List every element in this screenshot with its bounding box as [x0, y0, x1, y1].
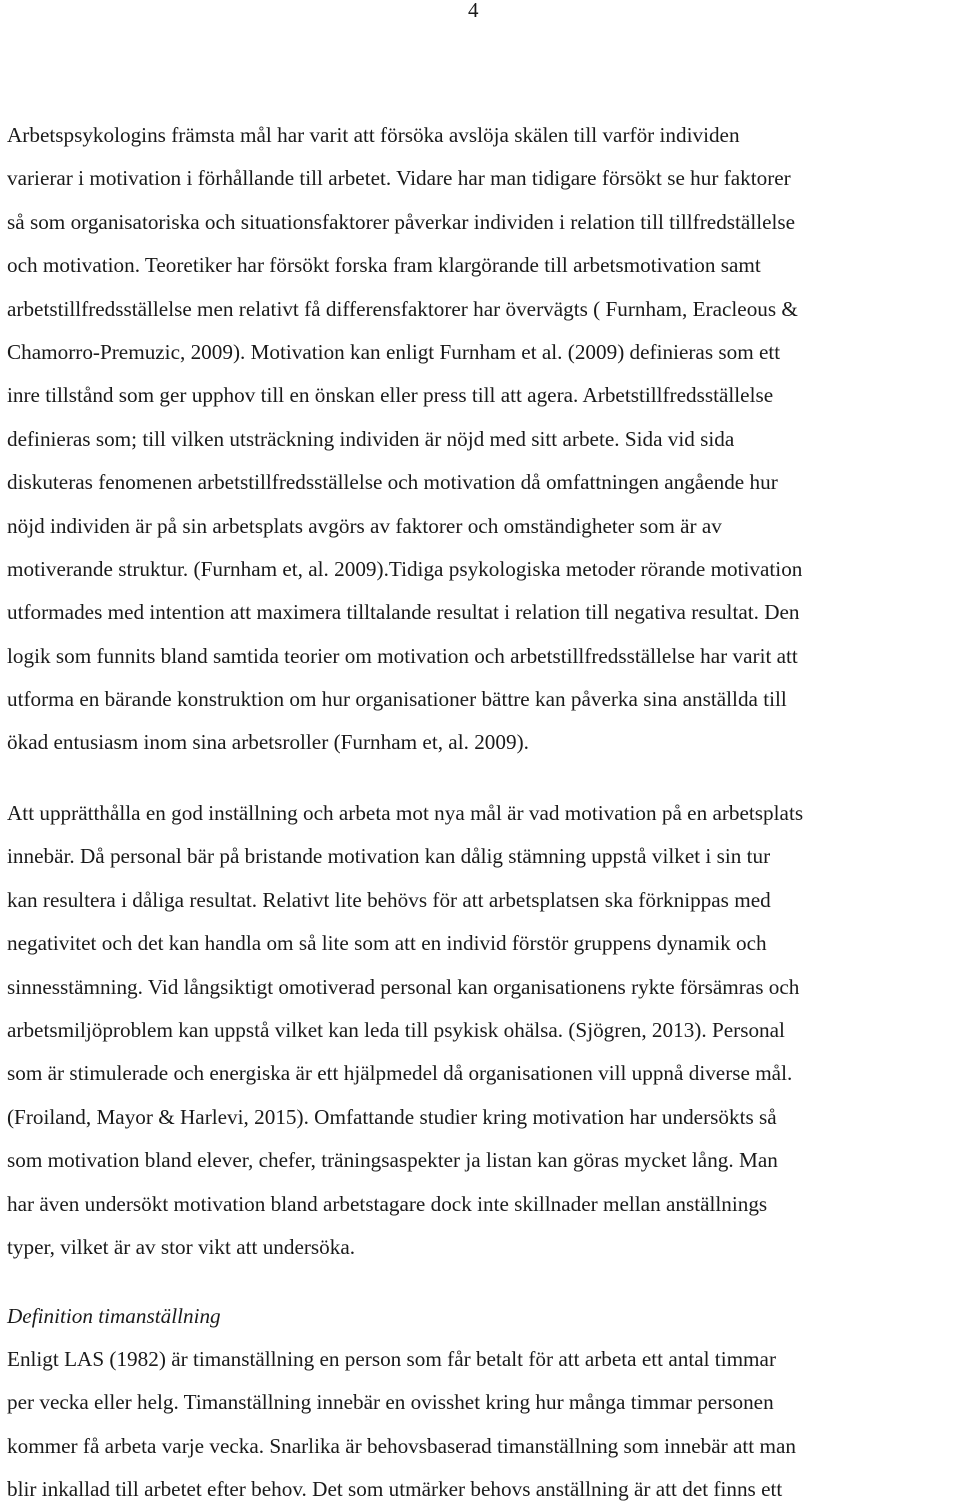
- text-line: typer, vilket är av stor vikt att undersöka.: [7, 1234, 356, 1259]
- text-line: inre tillstånd som ger upphov till en önskan eller press till att agera. Arbetstillfredsställelse: [7, 383, 774, 408]
- text-line: blir inkallad till arbetet efter behov. Det som utmärker behovs anställning är att det finns ett: [7, 1477, 783, 1502]
- paragraph-2: [7, 792, 803, 1269]
- text-line: så som organisatoriska och situationsfaktorer påverkar individen i relation till tillfredställelse: [7, 209, 796, 234]
- text-line: logik som funnits bland samtida teorier om motivation och arbetstillfredsställelse har varit att: [7, 643, 798, 668]
- text-line: Att upprätthålla en god inställning och arbeta mot nya mål är vad motivation på en arbetsplats: [7, 801, 804, 825]
- text-line: (Froiland, Mayor & Harlevi, 2015). Omfattande studier kring motivation har undersökts så: [7, 1104, 777, 1129]
- paragraph-3: [7, 1338, 796, 1512]
- text-line: som är stimulerade och energiska är ett hjälpmedel då organisationen vill uppnå diverse mål.: [7, 1061, 793, 1086]
- text-line: motiverande struktur. (Furnham et, al. 2009).Tidiga psykologiska metoder rörande motivation: [7, 556, 803, 581]
- page-number: 4: [468, 0, 479, 22]
- section-heading: Definition timanställning: [7, 1304, 221, 1328]
- text-line: utformades med intention att maximera tilltalande resultat i relation till negativa resultat. Den: [7, 600, 800, 625]
- text-line: per vecka eller helg. Timanställning innebär en ovisshet kring hur många timmar personen: [7, 1390, 774, 1415]
- text-line: kan resultera i dåliga resultat. Relativt lite behövs för att arbetsplatsen ska förknippas med: [7, 887, 771, 912]
- text-line: definieras som; till vilken utsträckning individen är nöjd med sitt arbete. Sida vid sida: [7, 426, 735, 451]
- text-line: Enligt LAS (1982) är timanställning en person som får betalt för att arbeta ett antal timmar: [7, 1347, 776, 1371]
- text-line: varierar i motivation i förhållande till arbetet. Vidare har man tidigare försökt se hur faktorer: [7, 166, 791, 191]
- text-line: arbetsmiljöproblem kan uppstå vilket kan leda till psykisk ohälsa. (Sjögren, 2013). Personal: [7, 1017, 785, 1042]
- text-line: innebär. Då personal bär på bristande motivation kan dålig stämning uppstå vilket i sin tur: [7, 844, 771, 869]
- text-line: arbetstillfredsställelse men relativt få differensfaktorer har övervägts ( Furnham, Eracleous &: [7, 296, 798, 321]
- text-line: ökad entusiasm inom sina arbetsroller (Furnham et, al. 2009).: [7, 730, 529, 755]
- text-line: nöjd individen är på sin arbetsplats avgörs av faktorer och omständigheter som är av: [7, 513, 722, 538]
- text-line: har även undersökt motivation bland arbetstagare dock inte skillnader mellan anställnings: [7, 1191, 768, 1216]
- text-line: diskuteras fenomenen arbetstillfredsställelse och motivation då omfattningen angående hur: [7, 470, 778, 495]
- paragraph-1: [7, 114, 802, 765]
- text-line: och motivation. Teoretiker har försökt forska fram klargörande till arbetsmotivation samt: [7, 253, 761, 278]
- text-line: Chamorro-Premuzic, 2009). Motivation kan enligt Furnham et al. (2009) definieras som ett: [7, 339, 781, 364]
- text-line: utforma en bärande konstruktion om hur organisationer bättre kan påverka sina anställda till: [7, 687, 787, 712]
- text-line: kommer få arbeta varje vecka. Snarlika är behovsbaserad timanställning som innebär att man: [7, 1433, 796, 1458]
- text-line: negativitet och det kan handla om så lite som att en individ förstör gruppens dynamik och: [7, 931, 767, 956]
- text-line: Arbetspsykologins främsta mål har varit att försöka avslöja skälen till varför individen: [7, 123, 740, 147]
- text-line: sinnesstämning. Vid långsiktigt omotiverad personal kan organisationens rykte försämras och: [7, 974, 800, 999]
- text-line: som motivation bland elever, chefer, träningsaspekter ja listan kan göras mycket lång. Man: [7, 1148, 778, 1173]
